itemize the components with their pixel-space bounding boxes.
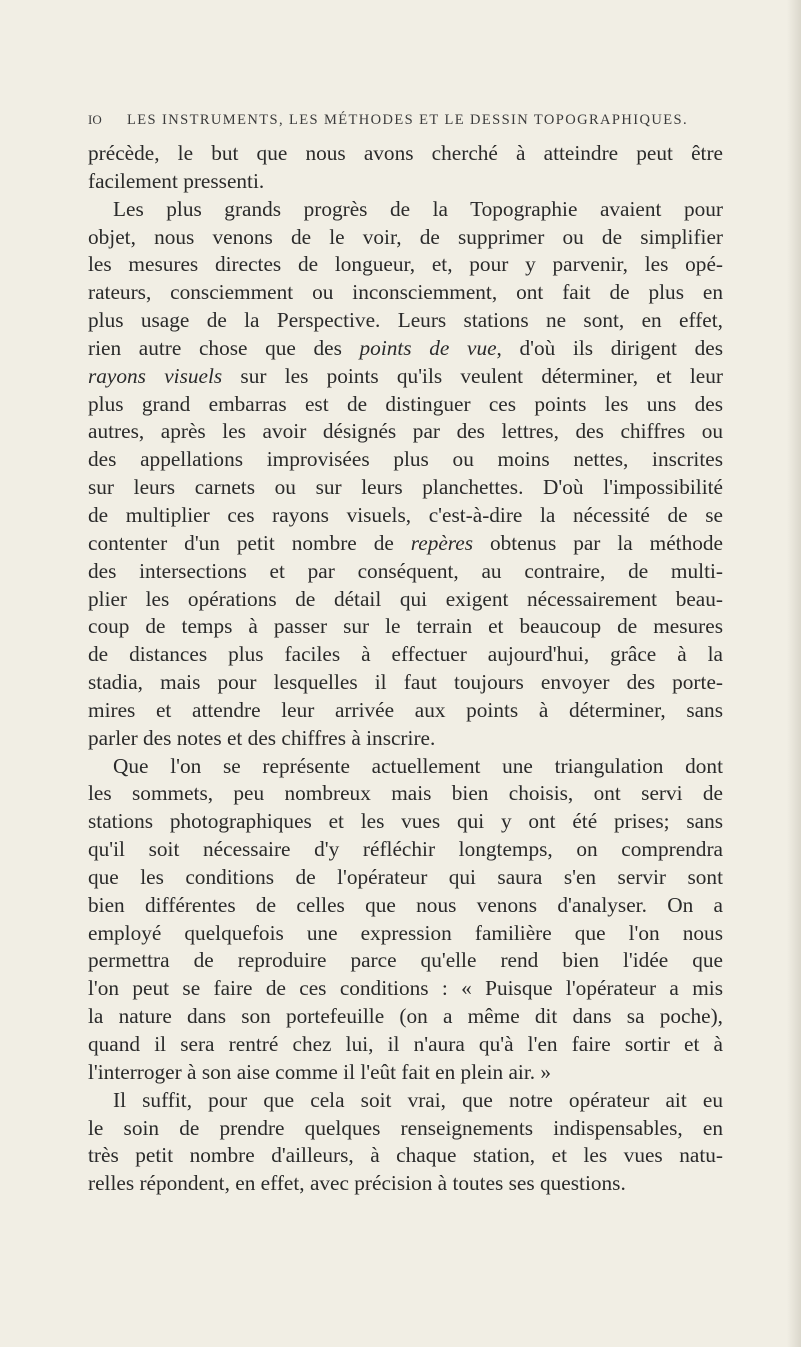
text-line	[88, 474, 723, 502]
text-line	[88, 641, 723, 669]
text-segment: bien différentes de celles que nous venons d'analyser. On a	[88, 892, 723, 917]
text-line	[88, 168, 723, 196]
text-line	[88, 335, 723, 363]
italic-term: repères	[410, 530, 474, 555]
text-segment: le soin de prendre quelques renseignements indispensables, en	[88, 1115, 723, 1140]
text-segment: coup de temps à passer sur le terrain et beaucoup de mesures	[88, 614, 723, 639]
text-segment: Les plus grands progrès de la Topographie avaient pour	[113, 196, 723, 221]
text-segment: permettra de reproduire parce qu'elle rend bien l'idée que	[88, 948, 723, 973]
running-title: LES INSTRUMENTS, LES MÉTHODES ET LE DESSIN TOPOGRAPHIQUES.	[127, 112, 688, 128]
text-segment: plier les opérations de détail qui exigent nécessairement beau-	[88, 586, 723, 611]
text-line	[88, 836, 723, 864]
text-segment: rien autre chose que des	[88, 335, 360, 360]
text-line	[88, 780, 723, 808]
text-line	[88, 530, 723, 558]
text-segment: précède, le but que nous avons cherché à atteindre peut être	[88, 141, 723, 165]
page-number: IO	[88, 112, 102, 127]
text-segment: sur les points qu'ils veulent déterminer, et leur	[222, 363, 723, 388]
text-segment: obtenus par la méthode	[473, 530, 723, 555]
page-edge-shadow	[787, 0, 801, 1347]
text-line	[88, 224, 723, 252]
text-segment: stadia, mais pour lesquelles il faut toujours envoyer des porte-	[88, 670, 723, 695]
text-line	[88, 586, 723, 614]
text-line	[88, 502, 723, 530]
text-line	[88, 363, 723, 391]
text-segment: plus usage de la Perspective. Leurs stations ne sont, en effet,	[88, 308, 723, 333]
text-line	[88, 725, 723, 753]
text-segment: que les conditions de l'opérateur qui saura s'en servir sont	[88, 864, 723, 889]
text-line	[88, 446, 723, 474]
text-segment: rateurs, consciemment ou inconsciemment, ont fait de plus en	[88, 280, 723, 305]
text-segment: contenter d'un petit nombre de	[88, 530, 411, 555]
text-segment: objet, nous venons de le voir, de supprimer ou de simplifier	[88, 224, 723, 249]
text-segment: quand il sera rentré chez lui, il n'aura qu'à l'en faire sortir et à	[88, 1032, 723, 1056]
text-line	[88, 975, 723, 1003]
text-line	[88, 418, 723, 446]
body-text	[88, 140, 723, 1198]
text-segment: sur leurs carnets ou sur leurs planchettes. D'où l'impossibilité	[88, 475, 723, 500]
text-line	[88, 1170, 723, 1198]
text-segment: relles répondent, en effet, avec précision à toutes ses questions.	[88, 1171, 626, 1196]
text-segment: très petit nombre d'ailleurs, à chaque station, et les vues natu-	[88, 1143, 723, 1168]
text-segment: qu'il soit nécessaire d'y réfléchir longtemps, on comprendra	[88, 837, 723, 862]
text-line	[88, 279, 723, 307]
text-line	[88, 947, 723, 975]
text-segment: l'on peut se faire de ces conditions : « Puisque l'opérateur a mis	[88, 976, 723, 1001]
text-segment: des appellations improvisées plus ou moins nettes, inscrites	[88, 447, 723, 472]
text-line	[88, 1031, 723, 1059]
text-segment: de multiplier ces rayons visuels, c'est-à-dire la nécessité de se	[88, 502, 723, 527]
text-line	[88, 1087, 723, 1115]
text-line	[88, 697, 723, 725]
text-line	[88, 196, 723, 224]
text-segment: , d'où ils dirigent des	[496, 335, 723, 360]
text-segment: les sommets, peu nombreux mais bien choisis, ont servi de	[88, 781, 723, 806]
text-line	[88, 140, 723, 168]
text-line	[88, 251, 723, 279]
text-line	[88, 1142, 723, 1170]
italic-term: rayons visuels	[88, 363, 223, 388]
text-line	[88, 864, 723, 892]
text-line	[88, 669, 723, 697]
text-segment: Que l'on se représente actuellement une triangulation dont	[113, 753, 723, 778]
text-segment: facilement pressenti.	[88, 168, 265, 193]
text-segment: l'interroger à son aise comme il l'eût fait en plein air. »	[88, 1059, 552, 1084]
text-segment: les mesures directes de longueur, et, pour y parvenir, les opé-	[88, 252, 723, 277]
text-segment: stations photographiques et les vues qui y ont été prises; sans	[88, 809, 723, 834]
text-line	[88, 613, 723, 641]
text-segment: mires et attendre leur arrivée aux points à déterminer, sans	[88, 697, 723, 722]
text-segment: employé quelquefois une expression familière que l'on nous	[88, 920, 723, 945]
text-line	[88, 808, 723, 836]
text-line	[88, 753, 723, 781]
text-segment: autres, après les avoir désignés par des lettres, des chiffres ou	[88, 419, 723, 444]
text-line	[88, 1115, 723, 1143]
text-segment: plus grand embarras est de distinguer ces points les uns des	[88, 391, 723, 416]
italic-term: points de vue	[359, 335, 497, 360]
text-line	[88, 1059, 723, 1087]
text-segment: Il suffit, pour que cela soit vrai, que notre opérateur ait eu	[113, 1087, 723, 1112]
text-segment: parler des notes et des chiffres à inscrire.	[88, 725, 436, 750]
text-line	[88, 391, 723, 419]
text-segment: de distances plus faciles à effectuer aujourd'hui, grâce à la	[88, 642, 723, 667]
text-line	[88, 1003, 723, 1031]
text-segment: la nature dans son portefeuille (on a même dit dans sa poche),	[88, 1004, 723, 1029]
text-line	[88, 307, 723, 335]
text-line	[88, 920, 723, 948]
text-segment: des intersections et par conséquent, au contraire, de multi-	[88, 558, 723, 583]
text-line	[88, 892, 723, 920]
running-header	[88, 112, 728, 134]
text-line	[88, 558, 723, 586]
